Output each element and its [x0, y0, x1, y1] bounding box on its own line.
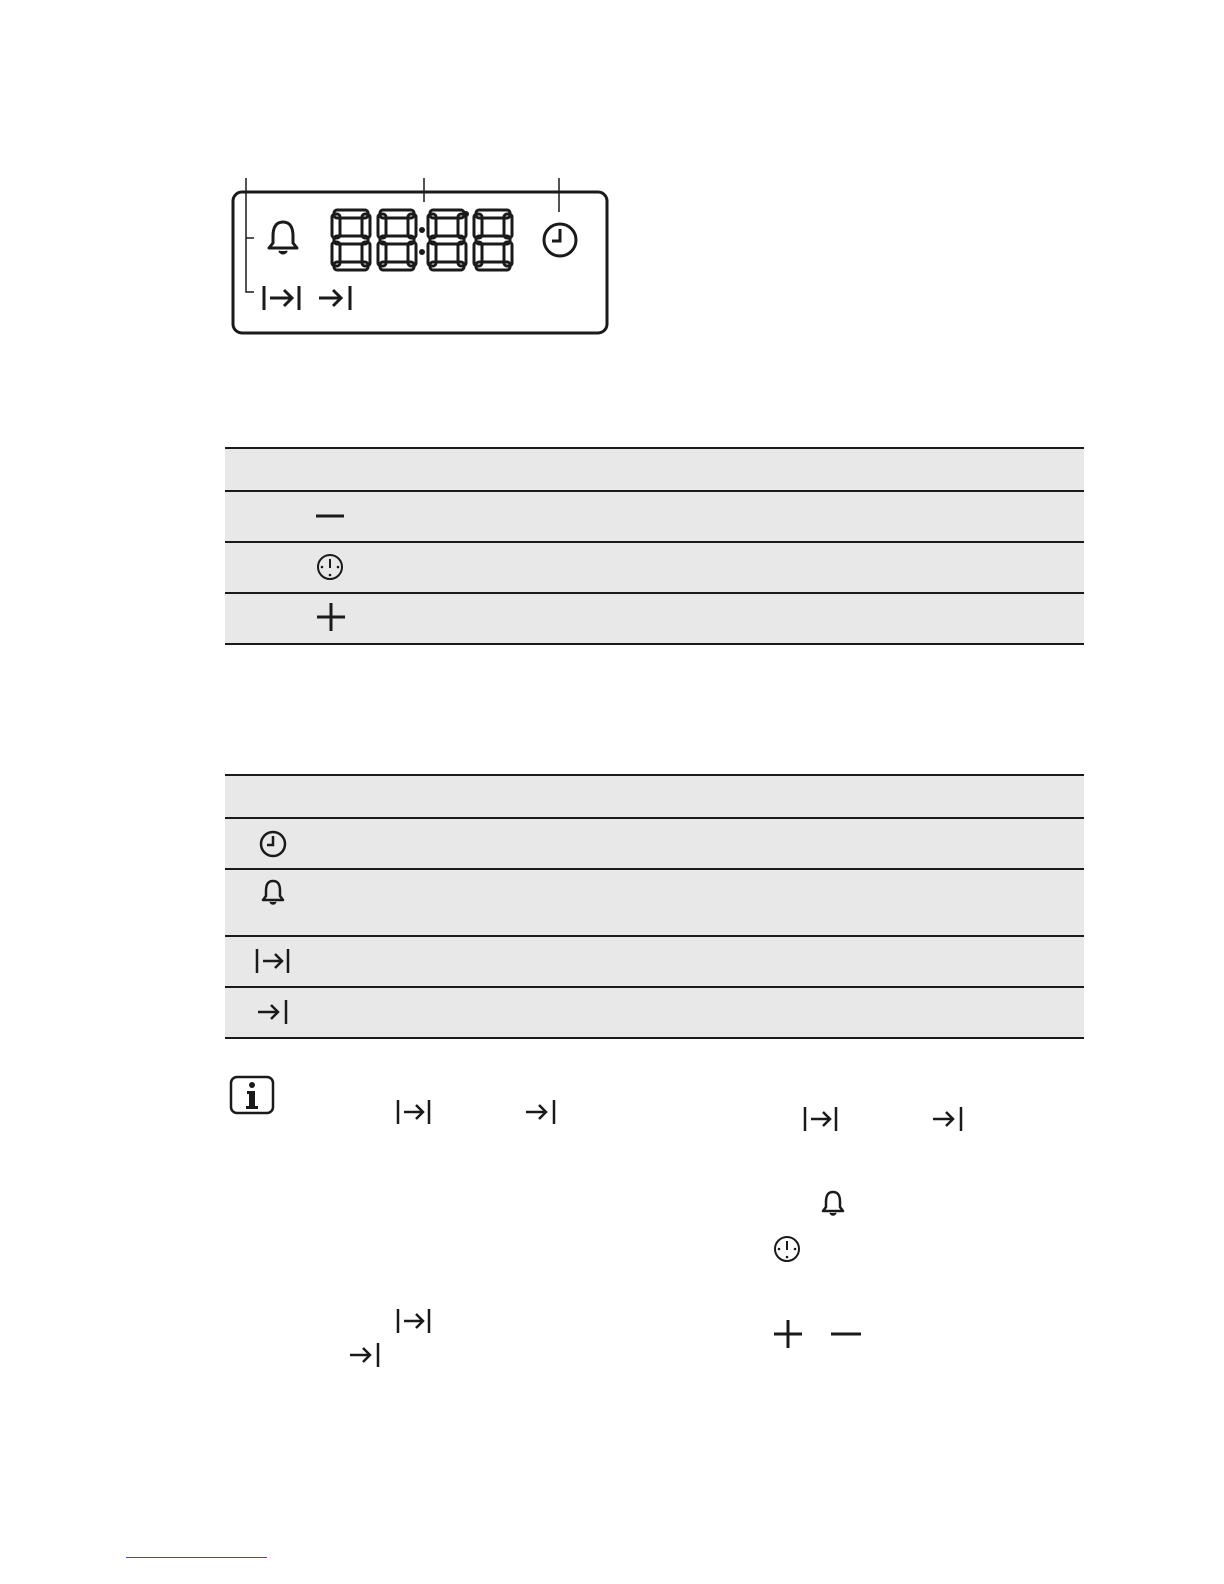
bell-icon — [259, 878, 287, 908]
duration-icon — [802, 1105, 840, 1133]
end-icon — [256, 998, 290, 1026]
info-icon — [229, 1075, 275, 1115]
table-row — [225, 870, 1084, 937]
minus-icon — [831, 1331, 861, 1337]
buttons-table — [225, 447, 1084, 645]
table-row — [225, 988, 1084, 1039]
display-diagram — [228, 172, 612, 338]
table-row — [225, 492, 1084, 543]
clock-icon — [258, 829, 288, 859]
table-row — [225, 819, 1084, 870]
duration-icon — [261, 284, 303, 312]
table-header — [225, 449, 1084, 492]
table-row — [225, 937, 1084, 988]
plus-icon — [773, 1319, 803, 1349]
footer-link-underline[interactable] — [126, 1557, 267, 1558]
clock-button-icon — [773, 1235, 801, 1263]
seven-segment-display — [330, 208, 516, 274]
clock-button-icon — [316, 553, 344, 581]
end-icon — [348, 1341, 382, 1369]
duration-icon — [395, 1307, 433, 1335]
end-icon — [524, 1098, 558, 1126]
end-icon — [931, 1105, 965, 1133]
bell-icon — [819, 1189, 847, 1219]
indicators-table — [225, 774, 1084, 1039]
duration-icon — [395, 1098, 433, 1126]
plus-icon — [316, 602, 346, 632]
table-row — [225, 594, 1084, 645]
table-header — [225, 776, 1084, 819]
table-row — [225, 543, 1084, 594]
clock-icon — [540, 220, 580, 260]
end-icon — [317, 284, 355, 312]
minus-icon — [316, 513, 344, 519]
duration-icon — [254, 947, 292, 975]
bell-icon — [264, 218, 302, 258]
